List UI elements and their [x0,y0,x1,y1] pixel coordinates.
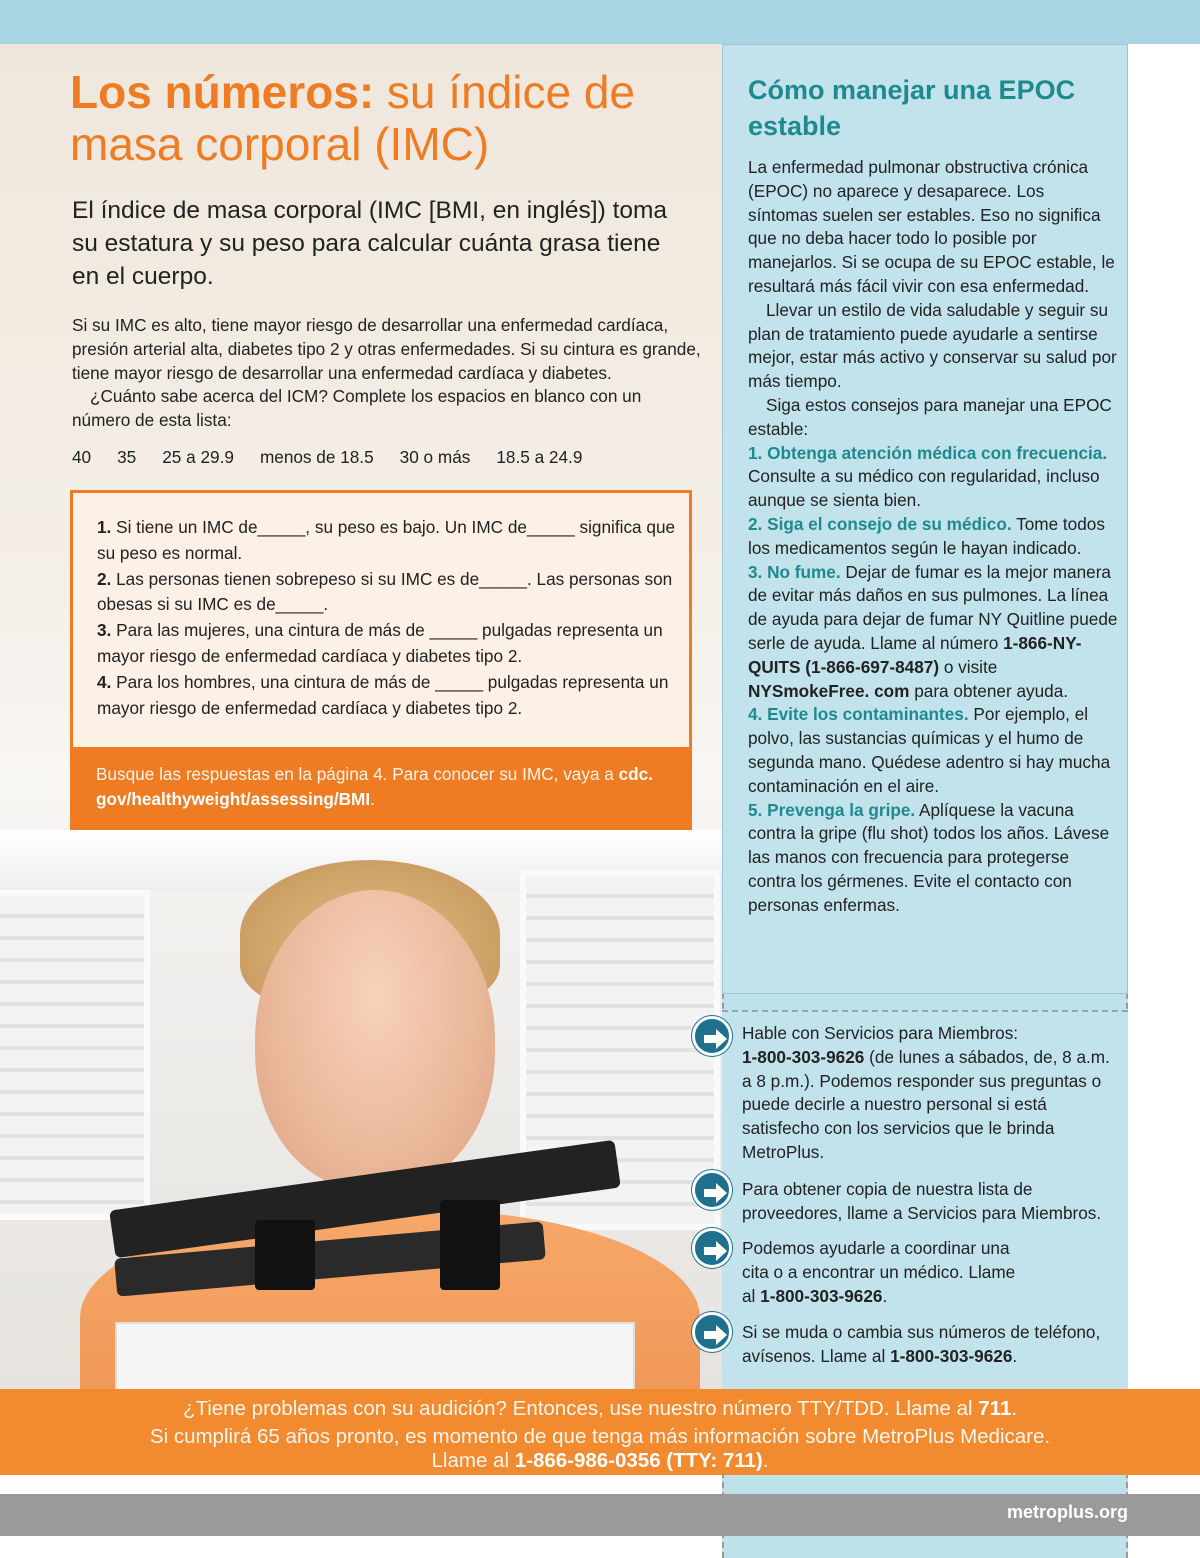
quiz-item-text: Para las mujeres, una cintura de más de _____ pulgadas representa un mayor riesgo de enfermedad cardíaca y diabetes tipo 2. [97,620,663,666]
tip-heading: 4. Evite los contaminantes. [748,704,969,725]
medicare-phone: 1-866-986-0356 (TTY: 711) [514,1449,763,1472]
footer-medicare-line: Si cumplirá 65 años pronto, es momento de que tenga más información sobre MetroPlus Medicare. [149,1425,1051,1448]
epoc-paragraph: La enfermedad pulmonar obstructiva crónica (EPOC) no aparece y desaparece. Los síntomas suelen ser estables. Eso no significa que no deba hacer todo lo posible por manejarlos. Si se ocupa de su EPOC estable, le resultará más fácil vivir con esa enfermedad. [748,157,1115,296]
quiz-box [70,490,692,750]
quiz-item-text: Las personas tienen sobrepeso si su IMC es de_____. Las personas son obesas si su IMC es de_____. [97,568,673,615]
answers-banner [70,748,692,830]
quiz-item-number: 1. [97,517,112,537]
epoc-body [748,156,1118,918]
tip-text: Aplíquese la vacuna contra la gripe (flu shot) todos los años. Lávese las manos con frecuencia para protegerse contra los gérmenes. Evite el contacto con personas enfermas. [748,799,1110,915]
epoc-paragraph-text: Siga estos consejos para manejar una EPOC estable: [748,394,1112,439]
epoc-paragraph-text: Llevar un estilo de vida saludable y seguir su plan de tratamiento puede ayudarle a sentirse mejor, estar más activo y conservar su salud por más tiempo. [748,299,1117,392]
smokefree-link[interactable]: NYSmokeFree. com [748,680,910,701]
arrow-right-icon [692,1228,732,1268]
footer-call-line [0,1447,1200,1475]
tip-heading: 1. Obtenga atención médica con frecuencia. [748,442,1108,463]
epoc-tip [748,561,1118,704]
quiz-item-text: Para los hombres, una cintura de más de _____ pulgadas representa un mayor riesgo de enfermedad cardíaca y diabetes tipo 2. [97,671,669,718]
contact-update-info [742,1321,1112,1369]
tip-heading: 5. Prevenga la gripe. [748,799,916,820]
contact-appointment [742,1237,1032,1308]
photo-scale-weight [440,1200,500,1290]
top-band [0,0,1200,44]
tip-text: Consulte a su médico con regularidad, incluso aunque se sienta bien. [748,466,1100,511]
site-url[interactable]: metroplus.org [1006,1502,1128,1522]
bmi-link[interactable]: cdc. gov/healthyweight/assessing/BMI [96,764,654,809]
contact-text: Hable con Servicios para Miembros: [742,1023,1019,1043]
answers-lead: Busque las respuestas en la página 4. Para conocer su IMC, vaya a [96,764,619,784]
number-option: 35 [117,447,137,467]
quiz-item-text: Si tiene un IMC de_____, su peso es bajo. Un IMC de_____ significa que su peso es normal. [97,517,676,563]
quiz-item [97,670,677,722]
quiz-item [97,567,677,619]
contact-text: Podemos ayudarle a coordinar una cita o a encontrar un médico. Llame al [742,1238,1016,1306]
photo-woman-on-scale [0,830,722,1389]
bmi-intro [72,314,702,433]
quitline-phone: 1-866-NY-QUITS (1-866-697-8487) [748,632,1082,677]
quiz-item-number: 4. [97,671,112,692]
contact-provider-list: Para obtener copia de nuestra lista de proveedores, llame a Servicios para Miembros. [742,1179,1102,1223]
footer-text: Llame al [431,1449,515,1472]
bmi-quiz-intro [72,385,702,433]
epoc-tip [748,799,1118,918]
quiz-list [97,515,677,721]
quiz-item [97,515,677,567]
bmi-quiz-intro-text: ¿Cuánto sabe acerca del ICM? Complete los espacios en blanco con un número de esta lista: [72,386,642,431]
number-option: 18.5 a 24.9 [496,447,583,467]
epoc-paragraph [748,299,1118,394]
answers-end: . [370,789,375,809]
tip-heading: 3. No fume. [748,561,841,582]
member-services-phone: 1-800-303-9626 [742,1046,865,1067]
number-option: menos de 18.5 [259,447,374,467]
tip-text: para obtener ayuda. [909,680,1069,701]
number-option: 30 o más [399,447,471,467]
epoc-heading: Cómo manejar una EPOC estable [748,75,1076,141]
arrow-right-icon [692,1312,732,1352]
title-bold: Los números: [70,66,375,118]
footer-text: ¿Tiene problemas con su audición? Entonces, use nuestro número TTY/TDD. Llame al [182,1397,979,1420]
contact-member-services [742,1022,1112,1165]
tty-number: 711 [978,1397,1012,1420]
appointment-phone: 1-800-303-9626 [760,1285,883,1306]
update-info-phone: 1-800-303-9626 [890,1345,1013,1366]
number-option: 40 [72,447,92,467]
number-option: 25 a 29.9 [162,447,234,467]
photo-scale-weight [255,1220,315,1290]
photo-scale-base [115,1322,635,1389]
tip-text: Tome todos los medicamentos según le hayan indicado. [748,513,1105,558]
footer-text: . [1011,1397,1018,1420]
answers-text [96,762,676,812]
contact-text: (de lunes a sábados, de, 8 a.m. a 8 p.m.). Podemos responder sus preguntas o puede decirle a nuestro personal si está satisfecho con los servicios que le brinda MetroPlus. [742,1046,1110,1162]
footer-tty-line [0,1395,1200,1423]
quiz-item [97,618,677,670]
contact-text: . [1012,1345,1018,1366]
photo-face [255,890,495,1190]
quiz-item-number: 3. [97,620,112,641]
contact-text: . [882,1285,888,1306]
bmi-risk-paragraph: Si su IMC es alto, tiene mayor riesgo de desarrollar una enfermedad cardíaca, presión arterial alta, diabetes tipo 2 y otras enfermedades. Si su cintura es grande, tiene mayor riesgo de desarrollar una enfermedad cardíaca y diabetes. [72,315,701,383]
arrow-right-icon [692,1016,732,1056]
tip-heading: 2. Siga el consejo de su médico. [748,513,1012,534]
tip-text: Dejar de fumar es la mejor manera de evitar más daños en sus pulmones. La línea de ayuda para dejar de fumar NY Quitline puede serle de ayuda. Llame al número [748,561,1118,653]
contact-text: Si se muda o cambia sus números de teléfono, avísenos. Llame al [742,1322,1101,1366]
photo-window-shutter [0,890,150,1220]
footer-banner [0,1389,1200,1475]
epoc-tip [748,703,1118,798]
epoc-paragraph [748,394,1118,442]
quiz-item-number: 2. [97,568,112,589]
tip-text: Por ejemplo, el polvo, las sustancias químicas y el humo de segunda mano. Quédese adentro si hay mucha contaminación en el aire. [748,704,1111,796]
number-list [72,445,692,469]
epoc-tip [748,513,1118,561]
footer-text: . [762,1449,769,1472]
tip-text: o visite [939,656,998,677]
lead-paragraph: El índice de masa corporal (IMC [BMI, en inglés]) toma su estatura y su peso para calcular cuánta grasa tiene en el cuerpo. [72,197,668,290]
epoc-tip [748,442,1118,513]
arrow-right-icon [692,1170,732,1210]
page-title [70,66,690,170]
title-rest: su índice de masa corporal (IMC) [70,66,635,170]
